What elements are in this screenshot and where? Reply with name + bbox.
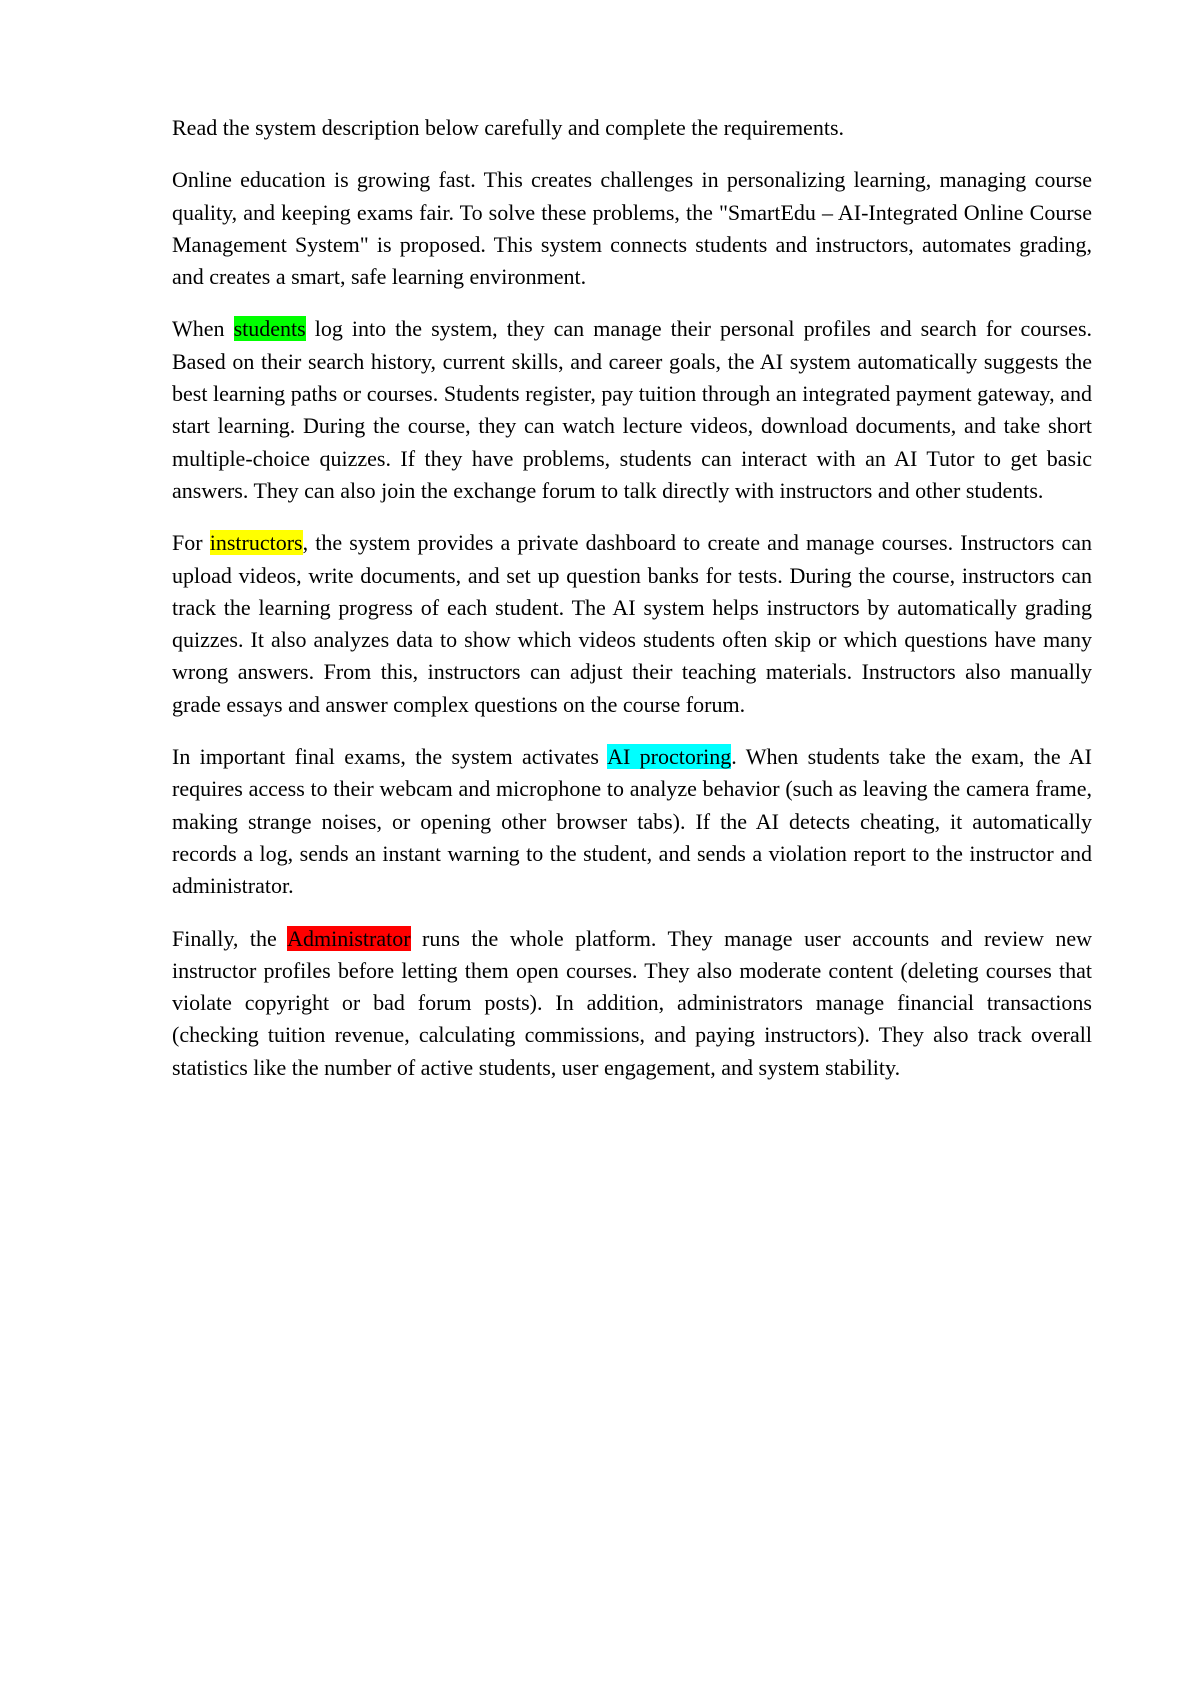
paragraph-ai-proctoring	[172, 741, 1092, 902]
paragraph-administrator-lead: Finally, the	[172, 925, 288, 951]
paragraph-ai-proctoring-lead: In important final exams, the system activates	[172, 744, 608, 770]
paragraph-instructors	[172, 527, 1092, 721]
highlight-students: students	[233, 316, 306, 342]
document-body	[172, 112, 1092, 1104]
paragraph-administrator	[172, 923, 1092, 1084]
paragraph-instructors-lead: For	[172, 530, 210, 556]
paragraph-ai-proctoring-text: . When students take the exam, the AI requires access to their webcam and microphone to analyze behavior (such as leaving the camera frame, making strange noises, or opening other browser tabs). If the AI detects cheating, it automatically records a log, sends an instant warning to the student, and sends a violation report to the instructor and administrator.	[172, 744, 1093, 899]
paragraph-instructors-text: , the system provides a private dashboard to create and manage courses. Instructors can upload videos, write documents, and set up question banks for tests. During the course, instructors can track the learning progress of each student. The AI system helps instructors by automatically grading quizzes. It also analyzes data to show which videos students often skip or which questions have many wrong answers. From this, instructors can adjust their teaching materials. Instructors also manually grade essays and answer complex questions on the course forum.	[172, 530, 1092, 717]
highlight-ai-proctoring: AI proctoring	[607, 744, 732, 770]
intro-paragraph: Read the system description below carefully and complete the requirements.	[172, 115, 844, 140]
highlight-instructors: instructors	[209, 530, 303, 556]
paragraph-students	[172, 313, 1092, 507]
paragraph-online-education: Online education is growing fast. This creates challenges in personalizing learning, managing course quality, and keeping exams fair. To solve these problems, the "SmartEdu – AI-Integrated Online Course Management System" is proposed. This system connects students and instructors, automates grading, and creates a smart, safe learning environment.	[172, 167, 1092, 290]
paragraph-students-text: log into the system, they can manage their personal profiles and search for courses. Based on their search history, current skills, and career goals, the AI system automatically suggests the best learning paths or courses. Students register, pay tuition through an integrated payment gateway, and start learning. During the course, they can watch lecture videos, download documents, and take short multiple-choice quizzes. If they have problems, students can interact with an AI Tutor to get basic answers. They can also join the exchange forum to talk directly with instructors and other students.	[172, 316, 1093, 503]
paragraph-students-lead: When	[172, 316, 234, 342]
paragraph-administrator-text: runs the whole platform. They manage user accounts and review new instructor profiles before letting them open courses. They also moderate content (deleting courses that violate copyright or bad forum posts). In addition, administrators manage financial transactions (checking tuition revenue, calculating commissions, and paying instructors). They also track overall statistics like the number of active students, user engagement, and system stability.	[172, 925, 1092, 1080]
highlight-administrator: Administrator	[287, 925, 411, 951]
